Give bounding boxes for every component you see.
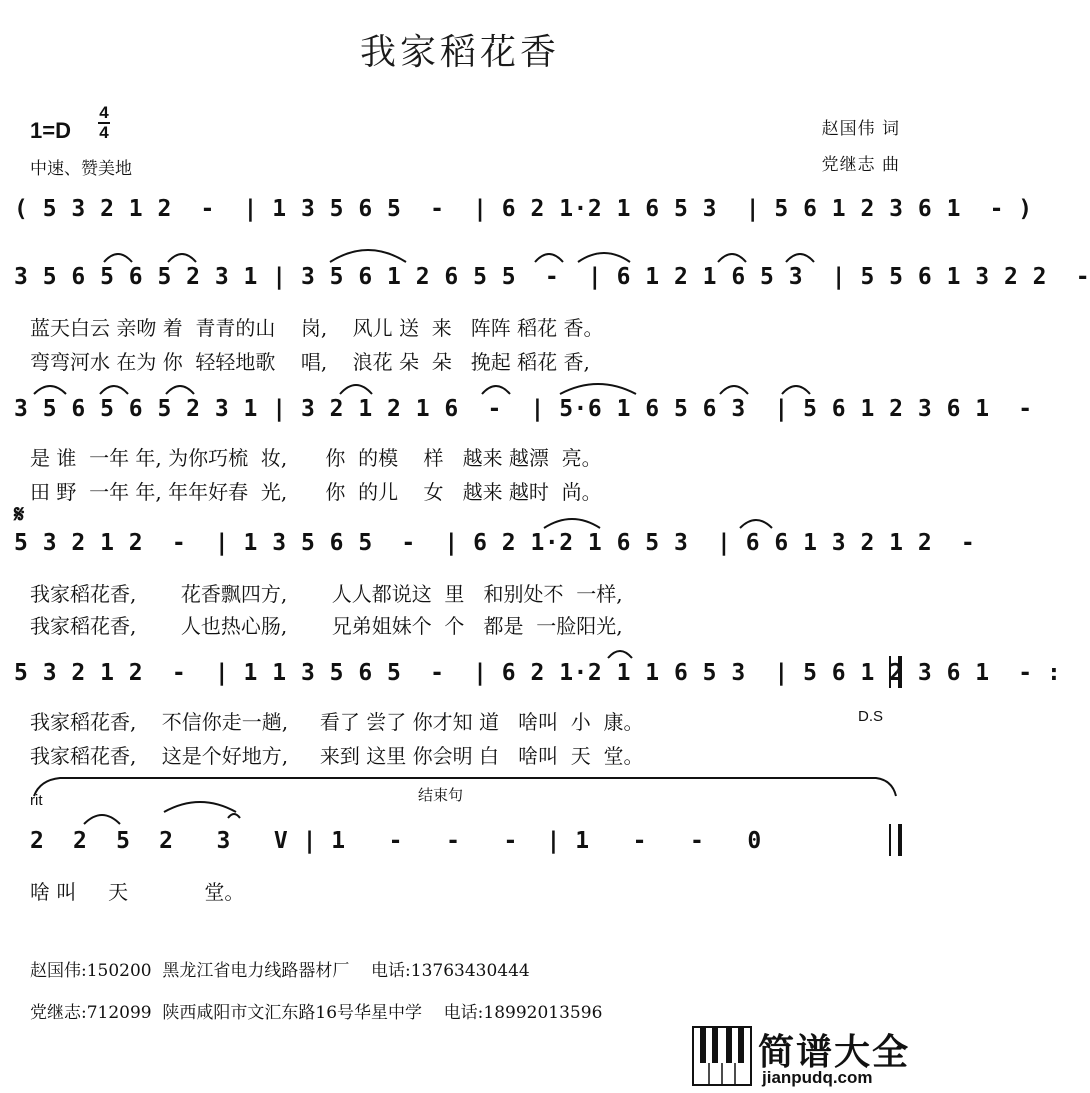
time-signature-bottom: 4 [99,123,109,142]
logo-name: 简谱大全 [758,1032,911,1073]
logo-url: jianpudq.com [762,1068,873,1087]
lyric-line-2a: 蓝天白云 亲吻 着 青青的山 岗, 风儿 送 来 阵阵 稻花 香。 [30,316,604,340]
site-logo [692,1024,914,1090]
song-title: 我家稻花香 [359,32,560,73]
footer-lyricist-address: 赵国伟:150200 黑龙江省电力线路器材厂 电话:13763430444 [30,961,530,981]
lyric-line-2b: 弯弯河水 在为 你 轻轻地歌 唱, 浪花 朵 朵 挽起 稻花 香, [30,350,590,374]
lyric-line-6: 啥 叫 天 堂。 [30,880,245,904]
time-signature-top: 4 [99,103,109,122]
notation-line-3: 3 5 6 5 6 5 2 3 1 | 3 2 1 2 1 6 - | 5·6 1 6 5 6 3 | 5 6 1 2 3 6 1 - [14,396,1033,422]
notation-line-6: 2 2 5 2 3 V | 1 - - - | 1 - - 0 [30,828,762,854]
lyricist-credit: 赵国伟 词 [821,119,900,139]
key-signature: 1=D [30,118,71,143]
footer-composer-address: 党继志:712099 陕西咸阳市文汇东路16号华星中学 电话:18992013596 [30,1003,603,1023]
notation-line-5: 5 3 2 1 2 - | 1 1 3 5 6 5 - | 6 2 1·2 1 1 6 5 3 | 5 6 1 2 3 6 1 - : [14,660,1062,686]
ds-marking: D.S [858,708,884,725]
notation-line-1: ( 5 3 2 1 2 - | 1 3 5 6 5 - | 6 2 1·2 1 6 5 3 | 5 6 1 2 3 6 1 - ) [14,196,1033,222]
segno-sign: 𝄋 [14,500,25,528]
composer-credit: 党继志 曲 [821,155,900,175]
rit-marking: rit [30,792,43,809]
lyric-line-5b: 我家稻花香, 这是个好地方, 来到 这里 你会明 白 啥叫 天 堂。 [30,744,644,768]
lyric-line-3b: 田 野 一年 年, 年年好春 光, 你 的儿 女 越来 越时 尚。 [30,480,602,504]
notation-line-4: 5 3 2 1 2 - | 1 3 5 6 5 - | 6 2 1·2 1 6 5 3 | 6 6 1 3 2 1 2 - [14,530,976,556]
lyric-line-4a: 我家稻花香, 花香飘四方, 人人都说这 里 和别处不 一样, [30,582,623,606]
lyric-line-3a: 是 谁 一年 年, 为你巧梳 妆, 你 的模 样 越来 越漂 亮。 [30,446,602,470]
lyric-line-5a: 我家稻花香, 不信你走一趟, 看了 尝了 你才知 道 啥叫 小 康。 [30,710,644,734]
ending-label: 结束句 [418,787,464,804]
time-signature [98,104,110,142]
notation-line-2: 3 5 6 5 6 5 2 3 1 | 3 5 6 1 2 6 5 5 - | 6 1 2 1 6 5 3 | 5 5 6 1 3 2 2 - [14,264,1090,290]
lyric-line-4b: 我家稻花香, 人也热心肠, 兄弟姐妹个 个 都是 一脸阳光, [30,614,623,638]
tempo-marking: 中速、赞美地 [30,159,132,179]
piano-keys-icon [692,1026,752,1086]
